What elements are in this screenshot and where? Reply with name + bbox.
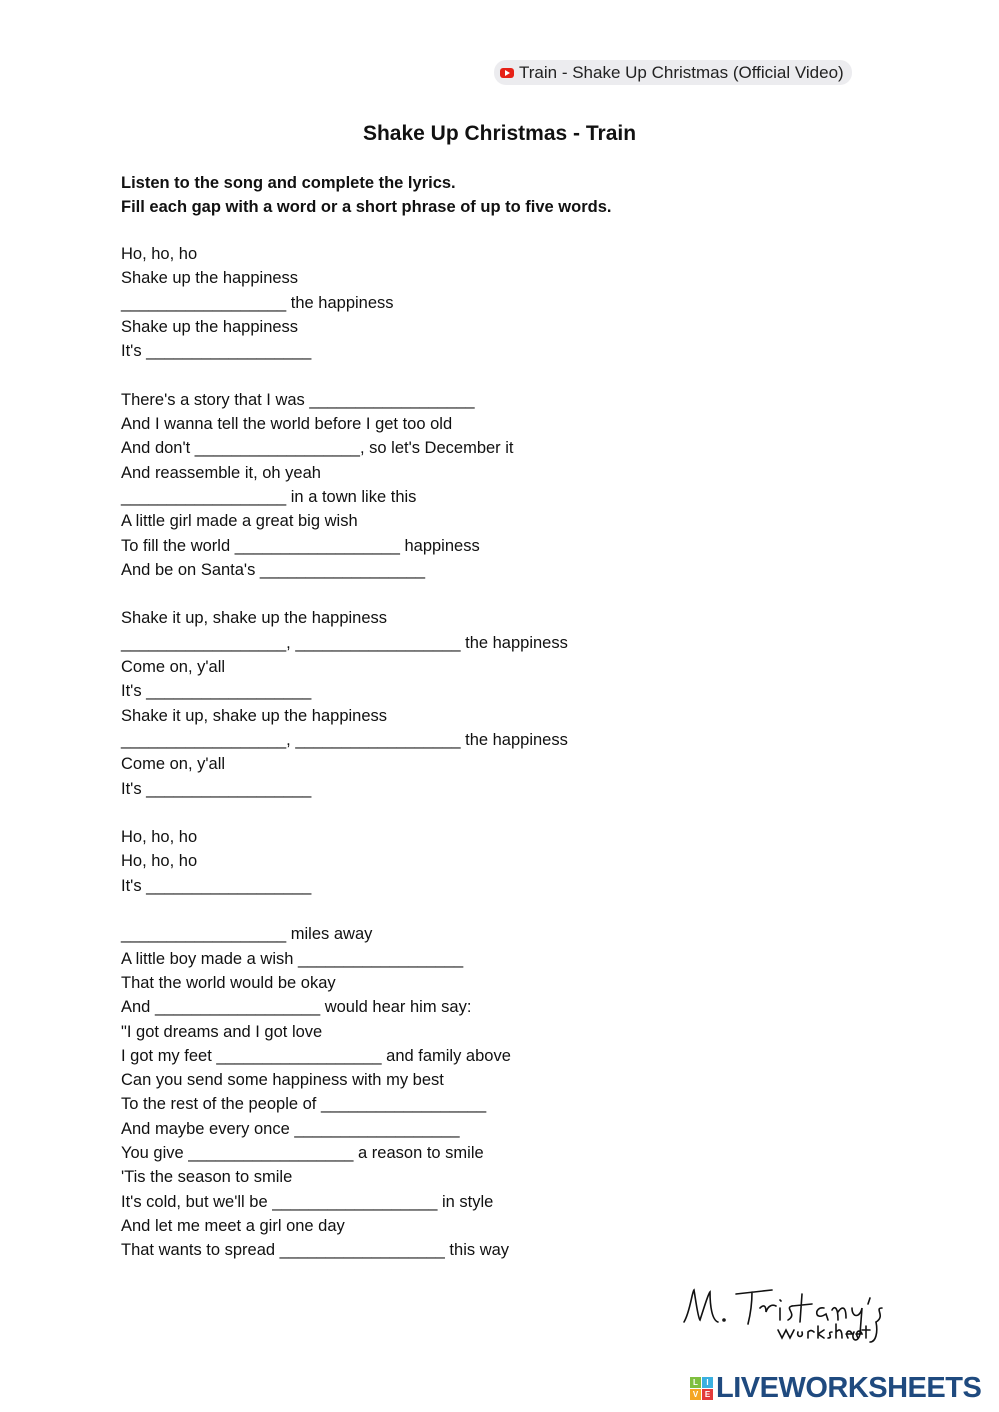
lyric-line: Can you send some happiness with my best: [121, 1071, 444, 1090]
lyric-line: A little boy made a wish __________________: [121, 949, 464, 968]
lyric-line: There's a story that I was __________________: [121, 390, 475, 409]
brand-name: LIVEWORKSHEETS: [716, 1372, 982, 1404]
lyric-line: And be on Santa's __________________: [121, 560, 426, 579]
lyric-line: Shake up the happiness: [121, 317, 299, 336]
video-link[interactable]: [494, 60, 852, 85]
instructions: [121, 171, 611, 219]
lyrics: [121, 242, 568, 1262]
lyric-line: And maybe every once __________________: [121, 1119, 460, 1138]
lyric-line: It's __________________: [121, 876, 312, 895]
lyric-line: Shake up the happiness: [121, 269, 299, 288]
badge-letter: I: [702, 1377, 713, 1388]
lyric-line: __________________, __________________ the happiness: [121, 730, 568, 749]
lyric-line: It's cold, but we'll be __________________ in style: [121, 1192, 494, 1211]
lyric-line: And don't __________________, so let's December it: [121, 439, 514, 458]
page-title: Shake Up Christmas - Train: [362, 122, 637, 145]
badge-letter: V: [690, 1389, 701, 1400]
lyric-line: [121, 582, 568, 606]
lyric-line: [121, 801, 568, 825]
lyric-line: __________________ in a town like this: [121, 487, 417, 506]
lyric-line: To fill the world __________________ happiness: [121, 536, 480, 555]
lyric-line: It's __________________: [121, 682, 312, 701]
lyric-line: And reassemble it, oh yeah: [121, 463, 321, 482]
live-badge-icon: [690, 1377, 713, 1400]
lyric-line: Ho, ho, ho: [121, 245, 198, 263]
lyric-line: You give __________________ a reason to smile: [121, 1143, 484, 1162]
lyric-line: And __________________ would hear him say:: [121, 998, 472, 1017]
lyric-line: [121, 363, 568, 387]
instruction-line: Fill each gap with a word or a short phrase of up to five words.: [121, 198, 612, 216]
lyric-line: __________________ miles away: [121, 925, 373, 944]
lyric-line: That the world would be okay: [121, 973, 336, 992]
lyric-line: To the rest of the people of __________________: [121, 1095, 487, 1114]
badge-letter: L: [690, 1377, 701, 1388]
video-link-label: Train - Shake Up Christmas (Official Video): [519, 62, 844, 82]
signature: [680, 1282, 930, 1357]
lyric-line: "I got dreams and I got love: [121, 1022, 323, 1041]
badge-letter: E: [702, 1389, 713, 1400]
lyric-line: Come on, y'all: [121, 755, 226, 774]
liveworksheets-logo: [690, 1372, 981, 1405]
lyric-line: Ho, ho, ho: [121, 828, 198, 847]
youtube-icon: [500, 68, 514, 78]
lyric-line: Shake it up, shake up the happiness: [121, 706, 388, 725]
lyric-line: That wants to spread __________________ this way: [121, 1241, 510, 1260]
lyric-line: It's __________________: [121, 779, 312, 798]
lyric-line: Shake it up, shake up the happiness: [121, 609, 388, 628]
lyric-line: __________________, __________________ the happiness: [121, 633, 568, 652]
lyric-line: [121, 898, 568, 922]
lyric-line: And I wanna tell the world before I get too old: [121, 415, 453, 434]
lyric-line: 'Tis the season to smile: [121, 1168, 293, 1187]
signature-image: [680, 1282, 930, 1352]
lyric-line: A little girl made a great big wish: [121, 512, 358, 531]
lyric-line: It's __________________: [121, 342, 312, 361]
lyric-line: Come on, y'all: [121, 658, 226, 677]
instruction-line: Listen to the song and complete the lyrics.: [121, 174, 456, 192]
lyric-line: Ho, ho, ho: [121, 852, 198, 871]
lyric-line: I got my feet __________________ and family above: [121, 1046, 511, 1065]
lyric-line: __________________ the happiness: [121, 293, 394, 312]
lyric-line: And let me meet a girl one day: [121, 1216, 345, 1235]
